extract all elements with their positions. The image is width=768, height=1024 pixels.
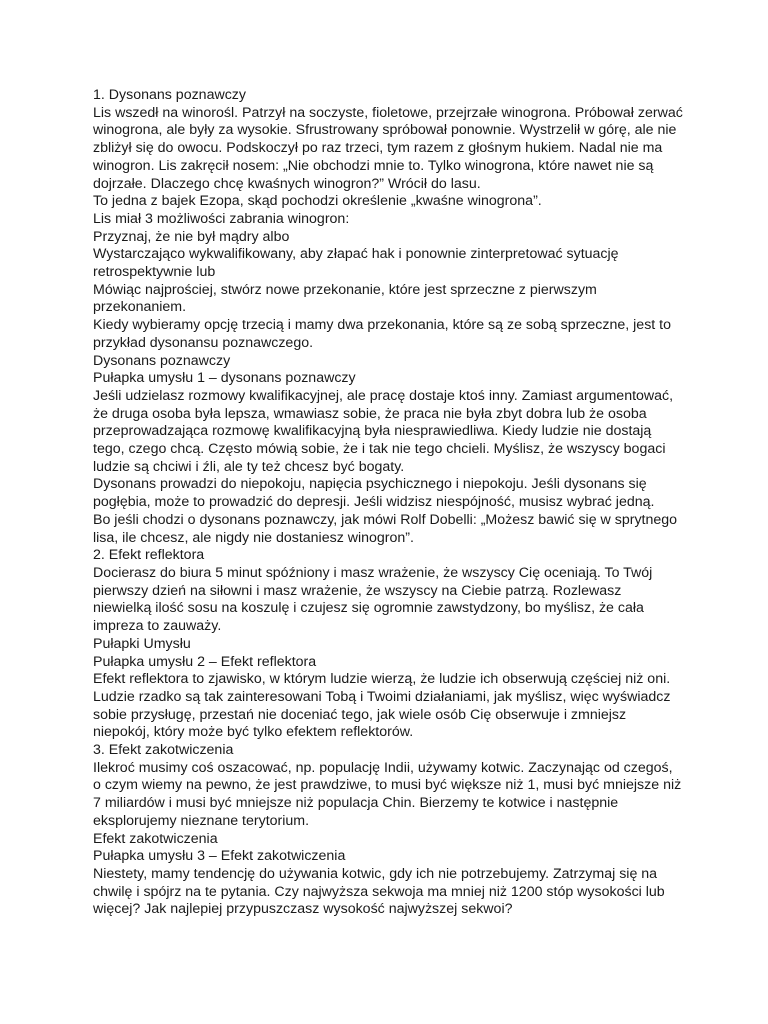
paragraph-dissonance-example: Kiedy wybieramy opcję trzecią i mamy dwa przekonania, które są ze sobą sprzeczne, jest to przykład dysonansu poznawczego. bbox=[93, 317, 672, 351]
subheading-anchoring: Efekt zakotwiczenia bbox=[93, 830, 218, 847]
paragraph-spotlight-effect: Efekt reflektora to zjawisko, w którym ludzie wierzą, że ludzie ich obserwują częściej niż oni. Ludzie rzadko są tak zainteresowani Tobą i Twoimi działaniami, jak myślisz, więc wyświadcz sobie przysługę, przestań nie doceniać tego, jak wiele osób Cię obserwuje i zmniejsz niepokój, który może być tylko efektem reflektorów. bbox=[93, 671, 671, 741]
subheading-mind-traps: Pułapki Umysłu bbox=[93, 635, 191, 652]
paragraph-option-2: Wystarczająco wykwalifikowany, aby złapać hak i ponownie zinterpretować sytuację retrospektywnie lub bbox=[93, 246, 619, 281]
section-heading-dysonans: 1. Dysonans poznawczy bbox=[93, 87, 246, 103]
paragraph-dobelli: Bo jeśli chodzi o dysonans poznawczy, jak mówi Rolf Dobelli: „Możesz bawić się w sprytnego lisa, ile chcesz, ale nigdy nie dostaniesz winogron”. bbox=[93, 511, 678, 546]
paragraph-option-1: Przyznaj, że nie był mądry albo bbox=[93, 228, 290, 245]
subheading-trap-3: Pułapka umysłu 3 – Efekt zakotwiczenia bbox=[93, 848, 346, 865]
subheading-trap-2: Pułapka umysłu 2 – Efekt reflektora bbox=[93, 653, 317, 670]
paragraph-spotlight-story: Docierasz do biura 5 minut spóźniony i masz wrażenie, że wszyscy Cię oceniają. To Twój pierwszy dzień na siłowni i masz wrażenie, że wszyscy na Ciebie patrzą. Rozlewasz niewielką ilość sosu na koszulę i czujesz się ogromnie zawstydzony, bo myślisz, że cała impreza to zauważy. bbox=[93, 564, 653, 635]
paragraph-fox-story: Lis wszedł na winorośl. Patrzył na soczyste, fioletowe, przejrzałe winogrona. Próbował zerwać winogrona, ale były za wysokie. Sfrustrowany spróbował ponownie. Wystrzelił w górę, ale nie zbliżył się do owocu. Podskoczył po raz trzeci, tym razem z głośnym hukiem. Nadal nie ma winogron. Lis zakręcił nosem: „Nie obchodzi mnie to. Tylko winogrona, które nawet nie są dojrzałe. Dlaczego chcę kwaśnych winogron?” Wrócił do lasu. bbox=[93, 104, 683, 192]
paragraph-sequoia: Niestety, mamy tendencję do używania kotwic, gdy ich nie potrzebujemy. Zatrzymaj się na chwilę i spójrz na te pytania. Czy najwyższa sekwoja ma mniej niż 1200 stóp wysokości lub więcej? Jak najlepiej przypuszczasz wysokość najwyższej sekwoi? bbox=[93, 865, 665, 918]
section-heading-anchoring: 3. Efekt zakotwiczenia bbox=[93, 742, 234, 759]
subheading-dysonans: Dysonans poznawczy bbox=[93, 352, 231, 369]
paragraph-aesop: To jedna z bajek Ezopa, skąd pochodzi określenie „kwaśne winogrona”. bbox=[93, 193, 542, 210]
subheading-trap-1: Pułapka umysłu 1 – dysonans poznawczy bbox=[93, 370, 356, 387]
paragraph-anxiety: Dysonans prowadzi do niepokoju, napięcia psychicznego i niepokoju. Jeśli dysonans się pogłębia, może to prowadzić do depresji. Jeśli widzisz niespójność, musisz wybrać jedną. bbox=[93, 476, 655, 511]
paragraph-anchors: Ilekroć musimy coś oszacować, np. populację Indii, używamy kotwic. Zaczynając od czegoś, o czym wiemy na pewno, że jest prawdziwe, to musi być większe niż 1, musi być mniejsze niż 7 miliardów i musi być mniejsze niż populacja Chin. Bierzemy te kotwice i następnie eksplorujemy nieznane terytorium. bbox=[93, 759, 682, 829]
paragraph-options-intro: Lis miał 3 możliwości zabrania winogron: bbox=[93, 210, 350, 227]
paragraph-interview: Jeśli udzielasz rozmowy kwalifikacyjnej, ale pracę dostaje ktoś inny. Zamiast argumentować, że druga osoba była lepsza, wmawiasz sobie, że praca nie była zbyt dobra lub że osoba przeprowadzająca rozmowę kwalifikacyjną była niesprawiedliwa. Kiedy ludzie nie dostają tego, czego chcą. Często mówią sobie, że i tak nie tego chcieli. Myślisz, że wszyscy bogaci ludzie są chciwi i źli, ale ty też chcesz być bogaty. bbox=[93, 387, 674, 475]
section-heading-spotlight: 2. Efekt reflektora bbox=[93, 547, 205, 564]
document-body bbox=[93, 87, 683, 919]
paragraph-option-3: Mówiąc najprościej, stwórz nowe przekonanie, które jest sprzeczne z pierwszym przekonaniem. bbox=[93, 281, 597, 316]
